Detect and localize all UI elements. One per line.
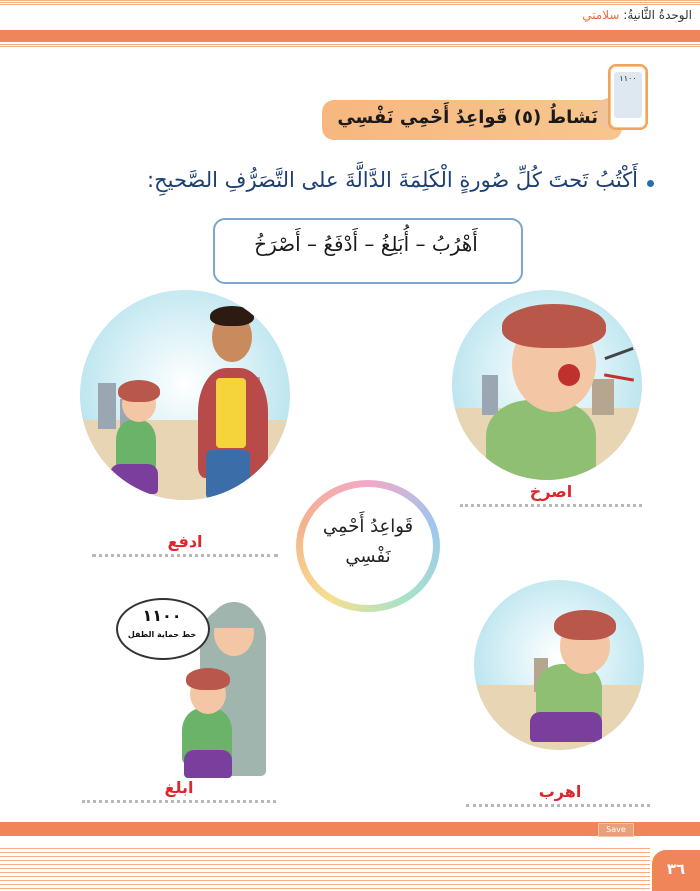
save-button[interactable]: Save (598, 823, 634, 837)
word-bank-text: أَهْرُبُ – أُبَلِغُ – أَدْفَعُ – أَصْرَخُ (254, 232, 478, 256)
medallion-line-2: نَفْسِي (345, 546, 391, 567)
unit-header (582, 8, 692, 22)
run-illustration (474, 580, 644, 750)
push-illustration (80, 290, 290, 500)
phone-number: ١١٠٠ (619, 74, 637, 83)
bullet-icon (647, 180, 654, 187)
scream-illustration (452, 290, 642, 480)
caption-scream: اصرخ (529, 482, 573, 501)
activity-title: نَشاطُ (٥) قَواعِدُ أَحْمِي نَفْسِي (337, 107, 598, 128)
header-stripes (0, 44, 700, 48)
footer-stripes (0, 848, 650, 891)
header-bar (0, 30, 700, 42)
writing-line-push (92, 554, 278, 557)
page-number: ٣٦ (652, 850, 700, 891)
writing-line-report (82, 800, 276, 803)
caption-run: اهرب (538, 782, 582, 801)
caption-report: ابلغ (164, 778, 194, 797)
caption-push: ادفع (167, 532, 203, 551)
unit-name: سلامتي (582, 8, 620, 22)
top-stripe (0, 0, 700, 6)
footer-bar (0, 822, 700, 836)
unit-label: الوحدةُ الثَّانيةُ: (623, 8, 692, 22)
writing-line-run (466, 804, 650, 807)
bubble-text: خط حماية الطفل (127, 630, 197, 639)
medallion-line-1: قَواعِدُ أَحْمِي (322, 516, 414, 537)
medallion-text (303, 512, 433, 572)
writing-line-scream (460, 504, 642, 507)
bubble-number: ١١٠٠ (142, 606, 182, 625)
instruction-text: أَكْتُبُ تَحتَ كُلِّ صُورةٍ الْكَلِمَةَ الدَّالَّةَ على التَّصَرُّفِ الصَّحيحِ: (147, 168, 638, 192)
